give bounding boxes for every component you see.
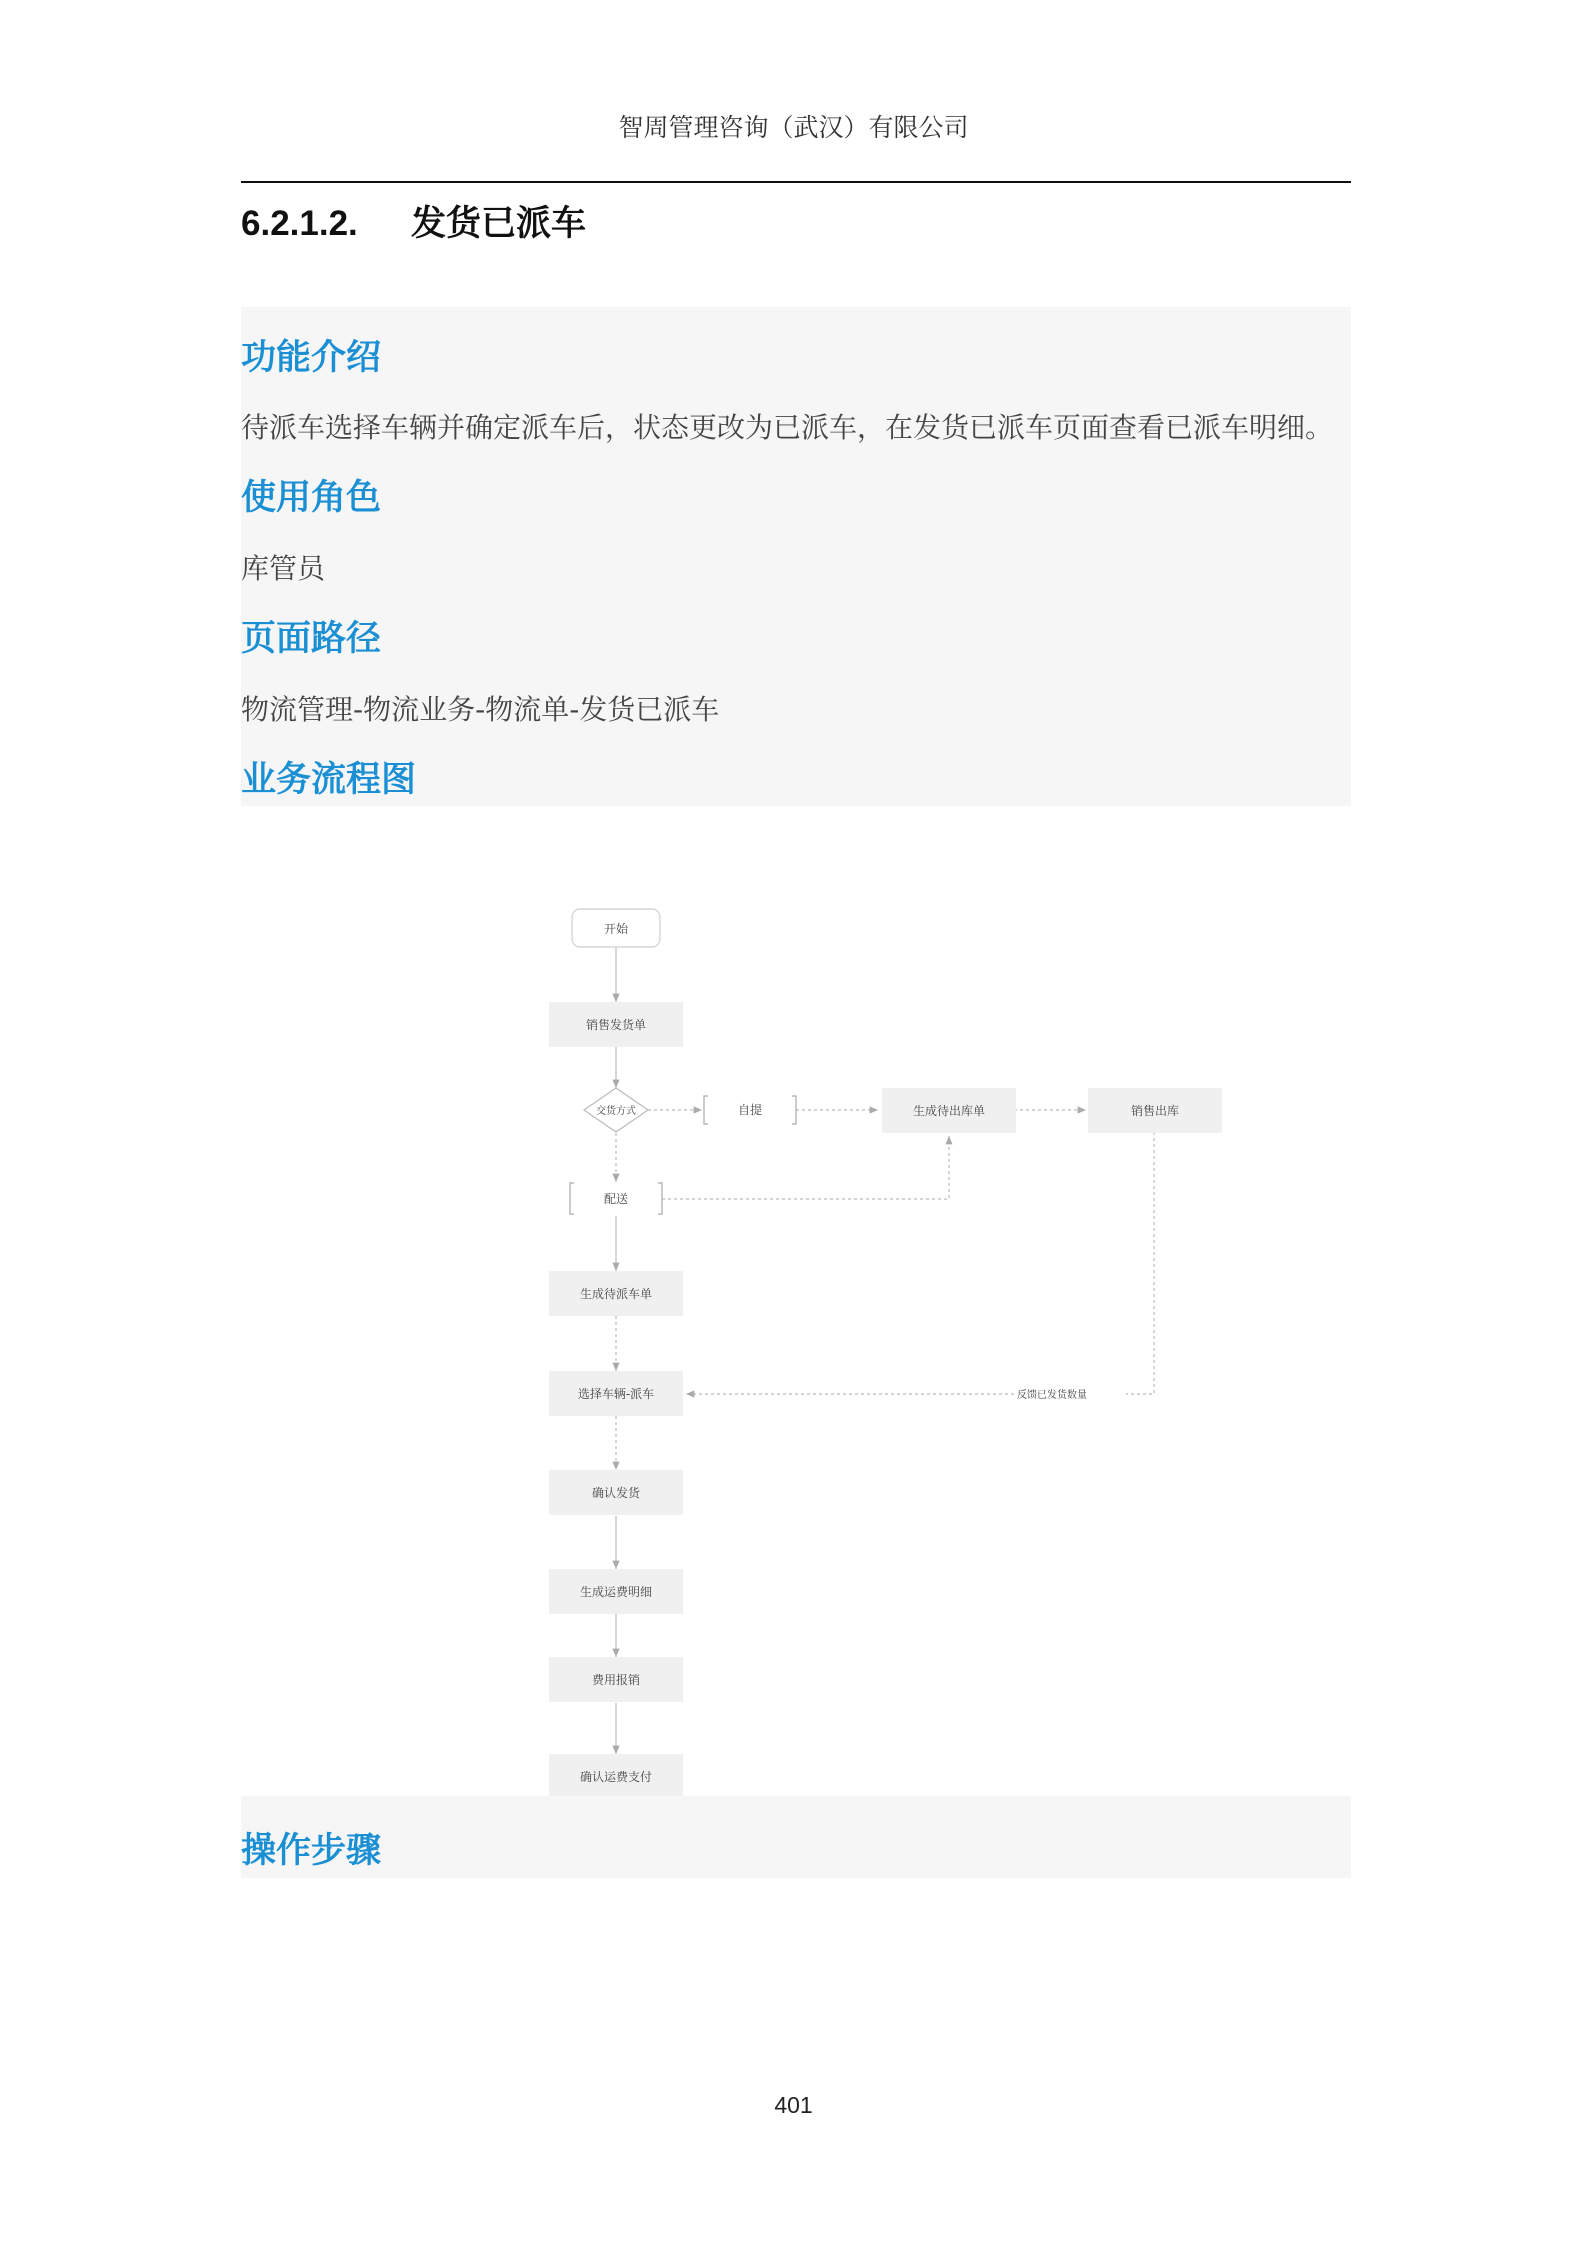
label-generate-freight-detail: 生成运费明细 [579,1585,653,1599]
chapter-number: 6.2.1.2. [241,204,358,243]
delivery-bracket-right [658,1183,662,1214]
label-delivery-method: 交货方式 [596,1106,636,1117]
edge-delivery-to-outbound-order [662,1136,949,1199]
label-sales-outbound: 销售出库 [1130,1104,1180,1118]
label-generate-dispatch-order: 生成待派车单 [579,1287,653,1301]
label-confirm-shipment: 确认发货 [591,1486,641,1500]
self-pickup-bracket-left [704,1096,708,1124]
label-confirm-freight-payment: 确认运费支付 [579,1770,653,1784]
page-number: 401 [774,2092,813,2118]
heading-role: 使用角色 [241,478,382,518]
self-pickup-bracket-right [792,1096,796,1124]
heading-intro: 功能介绍 [241,338,382,378]
label-expense-reimbursement: 费用报销 [591,1673,641,1687]
heading-path: 页面路径 [241,619,382,659]
body-role: 库管员 [241,552,326,585]
edge-feedback-to-vehicle [686,1132,1154,1394]
label-delivery: 配送 [603,1192,629,1206]
delivery-bracket-left [570,1183,574,1214]
flowchart [241,806,1351,1796]
label-start: 开始 [603,922,629,936]
label-select-vehicle: 选择车辆-派车 [577,1387,655,1401]
header-divider [241,181,1351,183]
body-path: 物流管理-物流业务-物流单-发货已派车 [241,693,720,726]
label-self-pickup: 自提 [737,1103,763,1117]
label-generate-outbound-order: 生成待出库单 [912,1104,986,1118]
label-sales-delivery-order: 销售发货单 [585,1018,647,1032]
chapter-title [241,196,586,246]
heading-steps: 操作步骤 [241,1831,382,1871]
heading-flow: 业务流程图 [241,760,417,800]
label-feedback: 反馈已发货数量 [1017,1390,1087,1401]
chapter-name: 发货已派车 [411,204,587,243]
body-intro: 待派车选择车辆并确定派车后，状态更改为已派车，在发货已派车页面查看已派车明细。 [241,411,1334,444]
header-company-name: 智周管理咨询（武汉）有限公司 [618,113,969,142]
